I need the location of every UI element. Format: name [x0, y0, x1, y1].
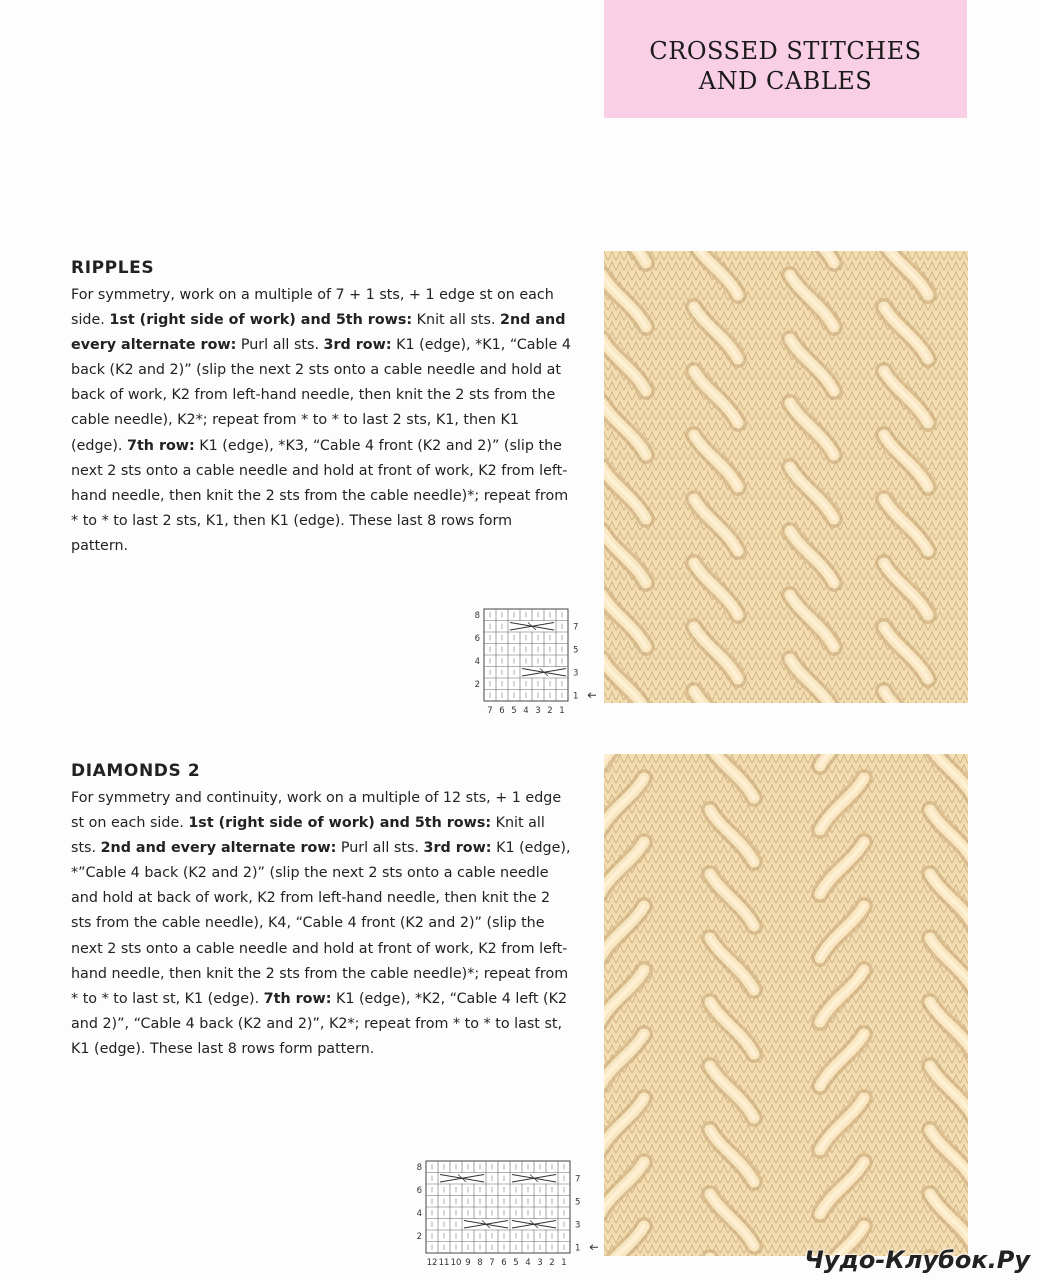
chart-column-label: 4 — [525, 1258, 531, 1268]
chart-column-label: 7 — [487, 706, 493, 716]
chart-column-label: 12 — [426, 1258, 438, 1268]
header-line-1: CROSSED STITCHES — [649, 37, 922, 65]
chart-row-label: 8 — [416, 1163, 422, 1174]
chart-column-label: 7 — [489, 1258, 495, 1268]
site-watermark: Чудо-Клубок.Ру — [804, 1246, 1030, 1274]
chart-row-label: 6 — [416, 1186, 422, 1197]
instruction-row-heading: 2nd and every alternate row: — [100, 840, 337, 857]
instruction-row-heading: 7th row: — [127, 437, 195, 454]
instruction-row-heading: 2nd and every alternate row: — [71, 312, 566, 354]
chart-column-label: 10 — [450, 1258, 462, 1268]
chart-row-label: 4 — [474, 657, 480, 668]
row-1-arrow-icon — [590, 1245, 598, 1250]
instruction-text: Purl all sts. — [336, 840, 424, 857]
chart-column-label: 8 — [477, 1258, 483, 1268]
section-header-box — [604, 0, 967, 118]
chart-row-label: 2 — [474, 680, 480, 691]
pattern-instructions-diamonds-2 — [71, 786, 571, 1062]
chart-row-label: 4 — [416, 1209, 422, 1220]
stitch-chart-ripples — [470, 606, 600, 718]
instruction-text: K1 (edge), *K1, “Cable 4 back (K2 and 2)” (slip the next 2 sts onto a cable needle and hold at back of work, K2 from left-hand needle, then knit the 2 sts from the cable needle), K2*; repeat from * to * to last 2 sts, K1, then K1 (edge). — [71, 337, 571, 454]
chart-column-label: 3 — [537, 1258, 543, 1268]
chart-row-label: 1 — [575, 1243, 581, 1254]
chart-column-label: 3 — [535, 706, 541, 716]
chart-column-label: 5 — [511, 706, 517, 716]
instruction-text: Purl all sts. — [236, 337, 324, 354]
pattern-title-ripples: RIPPLES — [71, 258, 155, 278]
chart-column-label: 2 — [549, 1258, 555, 1268]
stitch-chart-diamonds-2 — [412, 1158, 600, 1274]
instruction-row-heading: 3rd row: — [423, 840, 492, 857]
instruction-text: For symmetry, work on a multiple of 7 + 1 sts, + 1 edge st on each side. — [71, 287, 554, 329]
chart-column-label: 1 — [559, 706, 565, 716]
chart-row-label: 1 — [573, 691, 579, 702]
chart-column-label: 1 — [561, 1258, 567, 1268]
instruction-text: K1 (edge), *K2, “Cable 4 left (K2 and 2)”, “Cable 4 back (K2 and 2)”, K2*; repeat from * to * to last st, K1 (edge). These last 8 rows form pattern. — [71, 990, 568, 1057]
chart-row-label: 8 — [474, 611, 480, 622]
chart-row-label: 2 — [416, 1232, 422, 1243]
instruction-row-heading: 7th row: — [263, 990, 332, 1007]
instruction-text: Knit all sts. — [71, 815, 545, 857]
diamonds-2-swatch-photo — [604, 754, 968, 1256]
chart-column-label: 6 — [499, 706, 505, 716]
instruction-row-heading: 3rd row: — [323, 337, 392, 354]
chart-grid — [484, 609, 568, 701]
chart-column-label: 11 — [438, 1258, 450, 1268]
chart-row-label: 3 — [573, 668, 579, 679]
instruction-text: Knit all sts. — [412, 312, 501, 329]
chart-row-label: 5 — [573, 645, 579, 656]
ripples-swatch-photo — [604, 251, 968, 703]
chart-column-label: 5 — [513, 1258, 519, 1268]
instruction-row-heading: 1st (right side of work) and 5th rows: — [109, 312, 413, 329]
chart-row-label: 6 — [474, 634, 480, 645]
row-1-arrow-icon — [588, 693, 596, 698]
chart-column-label: 2 — [547, 706, 553, 716]
instruction-text: For symmetry and continuity, work on a multiple of 12 sts, + 1 edge st on each side. — [71, 790, 562, 832]
chart-column-label: 6 — [501, 1258, 507, 1268]
section-header-title — [604, 36, 967, 96]
instruction-text: K1 (edge), *K3, “Cable 4 front (K2 and 2)” (slip the next 2 sts onto a cable needle and hold at front of work, K2 from left-hand needle, then knit the 2 sts from the cable needle)*; repeat from * to * to last 2 sts, K1, then K1 (edge). These last 8 rows form pattern. — [71, 437, 569, 554]
chart-grid — [426, 1161, 570, 1253]
chart-column-label: 4 — [523, 706, 529, 716]
pattern-instructions-ripples — [71, 283, 571, 559]
chart-row-label: 7 — [575, 1174, 581, 1185]
chart-row-label: 3 — [575, 1220, 581, 1231]
instruction-row-heading: 1st (right side of work) and 5th rows: — [188, 815, 492, 832]
chart-column-label: 9 — [465, 1258, 471, 1268]
instruction-text: K1 (edge), *”Cable 4 back (K2 and 2)” (slip the next 2 sts onto a cable needle and hold at back of work, K2 from left-hand needle, then knit the 2 sts from the cable needle), K4, “Cable 4 front (K2 and 2)” (slip the next 2 sts onto a cable needle and hold at front of work, K2 from left-hand needle, then knit the 2 sts from the cable needle)*; repeat from * to * to last st, K1 (edge). — [71, 840, 571, 1007]
chart-row-label: 7 — [573, 622, 579, 633]
header-line-2: AND CABLES — [698, 67, 873, 95]
chart-row-label: 5 — [575, 1197, 581, 1208]
pattern-title-diamonds-2: DIAMONDS 2 — [71, 761, 201, 781]
